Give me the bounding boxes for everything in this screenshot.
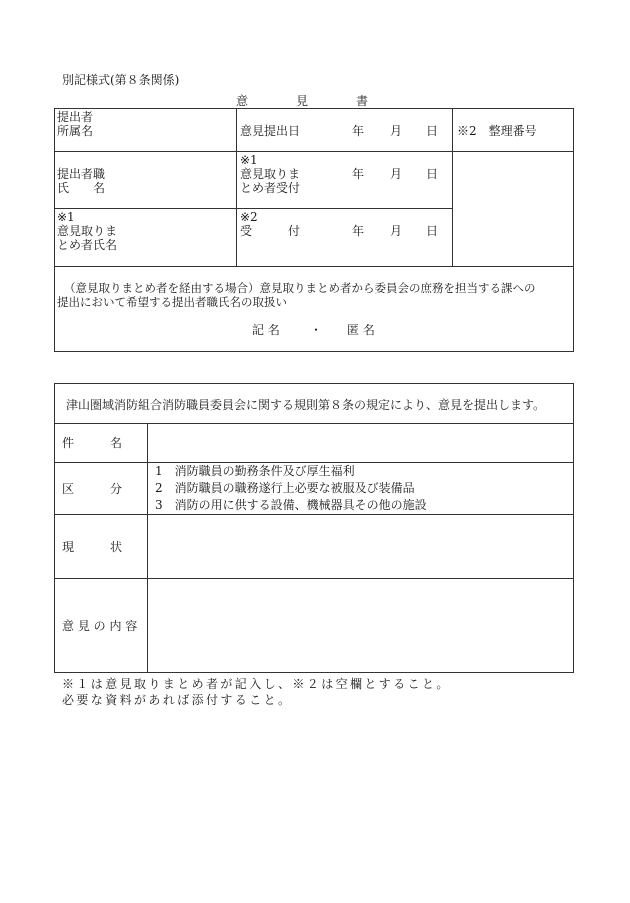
reception-label: 受 付 bbox=[240, 224, 301, 238]
month-label: 月 bbox=[390, 224, 403, 238]
coordinator-name-label: 意見取りま bbox=[57, 224, 118, 238]
note-2: 必要な資料があれば添付すること。 bbox=[62, 693, 293, 707]
divider bbox=[452, 108, 453, 266]
affiliation-label: 所属名 bbox=[57, 124, 94, 138]
reference-number-label: ※2 整理番号 bbox=[457, 124, 537, 138]
submission-date-label: 意見提出日 bbox=[240, 124, 301, 138]
handling-text-line-1: （意見取りまとめ者を経由する場合）意見取りまとめ者から委員会の庶務を担当する課への bbox=[64, 281, 536, 295]
coordinator-received-label: 意見取りま bbox=[240, 167, 301, 181]
form-label: 別記様式(第８条関係) bbox=[62, 73, 180, 87]
current-status-label: 現 状 bbox=[62, 540, 123, 554]
document-title: 意 見 書 bbox=[236, 94, 369, 108]
year-label: 年 bbox=[352, 167, 365, 181]
opinion-content-label: 意 見 の 内 容 bbox=[62, 619, 138, 633]
name-option-anonymous[interactable]: 匿 名 bbox=[347, 323, 375, 337]
opinion-content-field[interactable] bbox=[148, 579, 573, 672]
name-option-separator: ・ bbox=[310, 323, 323, 337]
submitter-position-label: 提出者職 bbox=[57, 167, 106, 181]
divider bbox=[54, 266, 574, 267]
year-label: 年 bbox=[352, 224, 365, 238]
category-label: 区 分 bbox=[62, 482, 123, 496]
statement-text: 津山圏域消防組合消防職員委員会に関する規則第８条の規定により、意見を提出します。 bbox=[66, 398, 546, 412]
mark-1: ※1 bbox=[240, 153, 258, 167]
divider bbox=[236, 108, 237, 266]
day-label: 日 bbox=[426, 124, 439, 138]
submitter-name-label: 氏 名 bbox=[57, 181, 106, 195]
divider bbox=[54, 462, 574, 463]
current-status-field[interactable] bbox=[148, 515, 573, 578]
note-1: ※１は意見取りまとめ者が記入し、※２は空欄とすること。 bbox=[62, 677, 451, 691]
day-label: 日 bbox=[426, 167, 439, 181]
divider bbox=[54, 208, 452, 209]
category-option-2[interactable]: 2 消防職員の職務遂行上必要な被服及び装備品 bbox=[155, 481, 415, 495]
category-option-1[interactable]: 1 消防職員の勤務条件及び厚生福利 bbox=[155, 464, 355, 478]
submitter-label: 提出者 bbox=[57, 110, 94, 124]
coordinator-received-label-2: とめ者受付 bbox=[240, 181, 301, 195]
handling-text-line-2: 提出において希望する提出者職氏名の取扱い bbox=[57, 295, 287, 309]
day-label: 日 bbox=[426, 224, 439, 238]
year-label: 年 bbox=[352, 124, 365, 138]
month-label: 月 bbox=[390, 124, 403, 138]
subject-field[interactable] bbox=[148, 424, 573, 462]
divider bbox=[54, 151, 574, 152]
month-label: 月 bbox=[390, 167, 403, 181]
mark-1: ※1 bbox=[57, 210, 75, 224]
subject-label: 件 名 bbox=[62, 436, 123, 450]
mark-2: ※2 bbox=[240, 210, 258, 224]
coordinator-name-label-2: とめ者氏名 bbox=[57, 238, 118, 252]
category-option-3[interactable]: 3 消防の用に供する設備、機械器具その他の施設 bbox=[155, 498, 427, 512]
top-form-table bbox=[54, 108, 574, 352]
name-option-signed[interactable]: 記 名 bbox=[252, 323, 280, 337]
